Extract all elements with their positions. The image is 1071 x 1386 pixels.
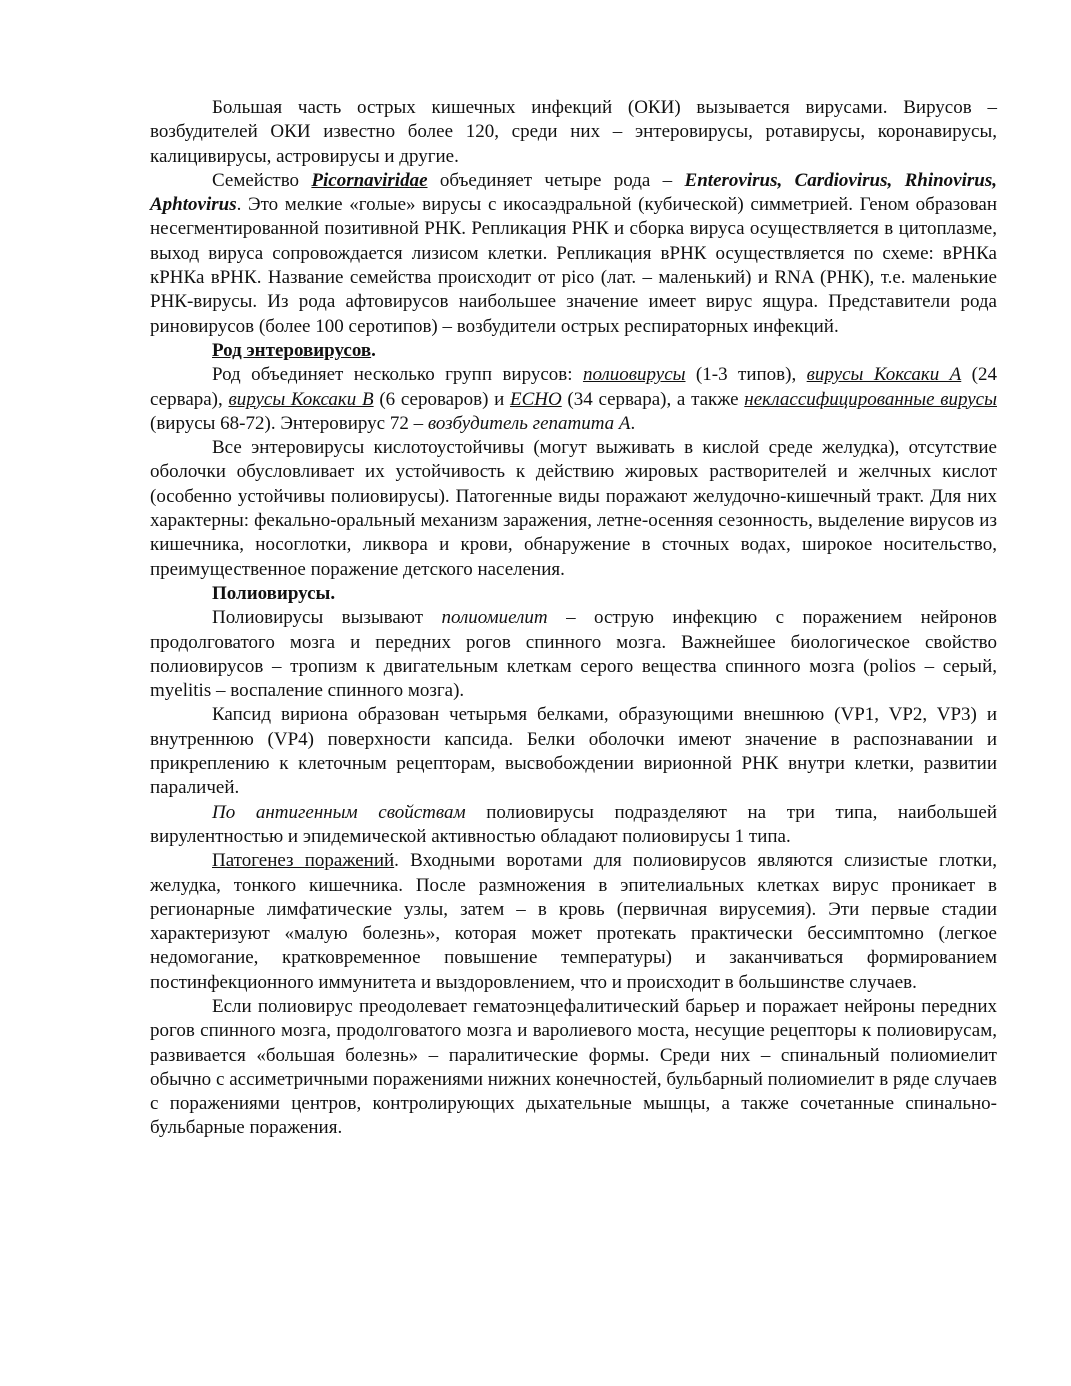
- section-heading-polioviruses: Полиовирусы.: [212, 582, 336, 604]
- text-run: объединяет четыре рода –: [427, 169, 685, 191]
- paragraph-intro: Большая часть острых кишечных инфекций (ОКИ) вызывается вирусами. Вирусов – возбудителей ОКИ известно более 120, среди них – энтеровирусы, ротавирусы, коронавирусы, калицивирусы, астровирусы и другие.: [150, 97, 997, 167]
- term-hepatitis-a: возбудитель гепатита А: [427, 412, 631, 434]
- section-heading-enteroviruses: [150, 339, 997, 363]
- text-run: .: [630, 412, 636, 434]
- paragraph-genus-groups: [150, 363, 997, 436]
- term-pathogenesis: Патогенез поражений: [212, 850, 395, 872]
- paragraph-poliomyelitis: [150, 606, 997, 703]
- term-coxsackie-a: вирусы Коксаки А: [806, 364, 962, 386]
- text-run: (24 сервара),: [150, 364, 998, 410]
- paragraph-capsid: Капсид вириона образован четырьмя белками, образующими внешнюю (VP1, VP2, VP3) и внутреннюю (VP4) поверхности капсида. Белки оболочки имеют значение в распознавании и прикреплению к клеточным рецепторам, высвобождении вирионной РНК внутри клетки, развитии параличей.: [150, 704, 997, 799]
- paragraph-antigenic: [150, 801, 997, 850]
- text-run: (вирусы 68-72). Энтеровирус 72 –: [150, 412, 428, 434]
- text-run: . Входными воротами для полиовирусов являются слизистые глотки, желудка, тонкого кишечника. После размножения в эпителиальных клетках вирус проникает в регионарные лимфатические узлы, затем – в кровь (первичная вирусемия). Эти первые стадии характеризуют «малую болезнь», которая может протекать практически бессимптомно (легкое недомогание, кратковременное повышение температуры) и заканчиваться формированием постинфекционного иммунитета и выздоровлением, что и происходит в большинстве случаев.: [150, 850, 997, 993]
- paragraph-paralytic-forms: Если полиовирус преодолевает гематоэнцефалитический барьер и поражает нейроны передних рогов спинного мозга, продолговатого мозга и варолиевого моста, несущие рецепторы к полиовирусам, развивается «большая болезнь» – паралитические формы. Среди них – спинальный полиомиелит обычно с ассиметричными поражениями нижних конечностей, бульбарный полиомиелит в ряде случаев с поражениями центров, контролирующих дыхательные мышцы, а также сочетанные спинально-бульбарные поражения.: [150, 995, 997, 1139]
- term-poliomyelitis: полиомиелит: [441, 607, 548, 629]
- text-run: (1-3 типов),: [685, 364, 807, 386]
- heading-text: Род энтеровирусов: [212, 339, 372, 361]
- term-unclassified: неклассифицированные вирусы: [744, 388, 997, 410]
- text-run: (34 сервара), а также: [561, 388, 745, 410]
- text-run: полиовирусы подразделяют на три типа, наибольшей вирулентностью и эпидемической активностью обладают полиовирусы 1 типа.: [150, 801, 997, 847]
- text-run: – острую инфекцию с поражением нейронов продолговатого мозга и передних рогов спинного мозга. Важнейшее биологическое свойство полиовирусов – тропизм к двигательным клеткам серого вещества спинного мозга (polios – серый, myelitis – воспаление спинного мозга).: [150, 607, 997, 702]
- text-run: Семейство: [212, 169, 312, 191]
- text-run: (6 сероваров) и: [373, 388, 510, 410]
- text-run: Полиовирусы вызывают: [212, 607, 442, 629]
- term-echo: ECHO: [509, 388, 562, 410]
- term-antigenic-properties: По антигенным свойствам: [212, 801, 466, 823]
- heading-dot: .: [371, 339, 376, 361]
- term-polioviruses: полиовирусы: [582, 364, 686, 386]
- family-name-term: Picornaviridae: [311, 169, 428, 191]
- paragraph-acid-resistance: Все энтеровирусы кислотоустойчивы (могут выживать в кислой среде желудка), отсутствие оболочки обусловливает их устойчивость к действию жировых растворителей и желчных кислот (особенно устойчивы полиовирусы). Патогенные виды поражают желудочно-кишечный тракт. Для них характерны: фекально-оральный механизм заражения, летне-осенняя сезонность, выделение вирусов из кишечника, носоглотки, ликвора и крови, обнаружение в сточных водах, широкое носительство, преимущественное поражение детского населения.: [150, 437, 997, 580]
- text-run: Род объединяет несколько групп вирусов:: [212, 364, 583, 386]
- term-coxsackie-b: вирусы Коксаки В: [228, 388, 374, 410]
- genera-list-term: Enterovirus, Cardiovirus, Rhinovirus, Aphtovirus: [150, 169, 997, 216]
- text-run: . Это мелкие «голые» вирусы с икосаэдральной (кубической) симметрией. Геном образован несегментированной позитивной РНК. Репликация РНК и сборка вируса осуществляется в цитоплазме, выход вируса сопровождается лизисом клетки. Репликация вРНК осуществляется по схеме: вРНКа кРНКа вРНК. Название семейства происходит от pico (лат. – маленький) и RNA (РНК), т.е. маленькие РНК-вирусы. Из рода афтовирусов наибольшее значение имеет вирус ящура. Представители рода риновирусов (более 100 серотипов) – возбудители острых респираторных инфекций.: [150, 194, 997, 337]
- paragraph-pathogenesis: [150, 849, 997, 995]
- paragraph-picornaviridae: [150, 169, 997, 339]
